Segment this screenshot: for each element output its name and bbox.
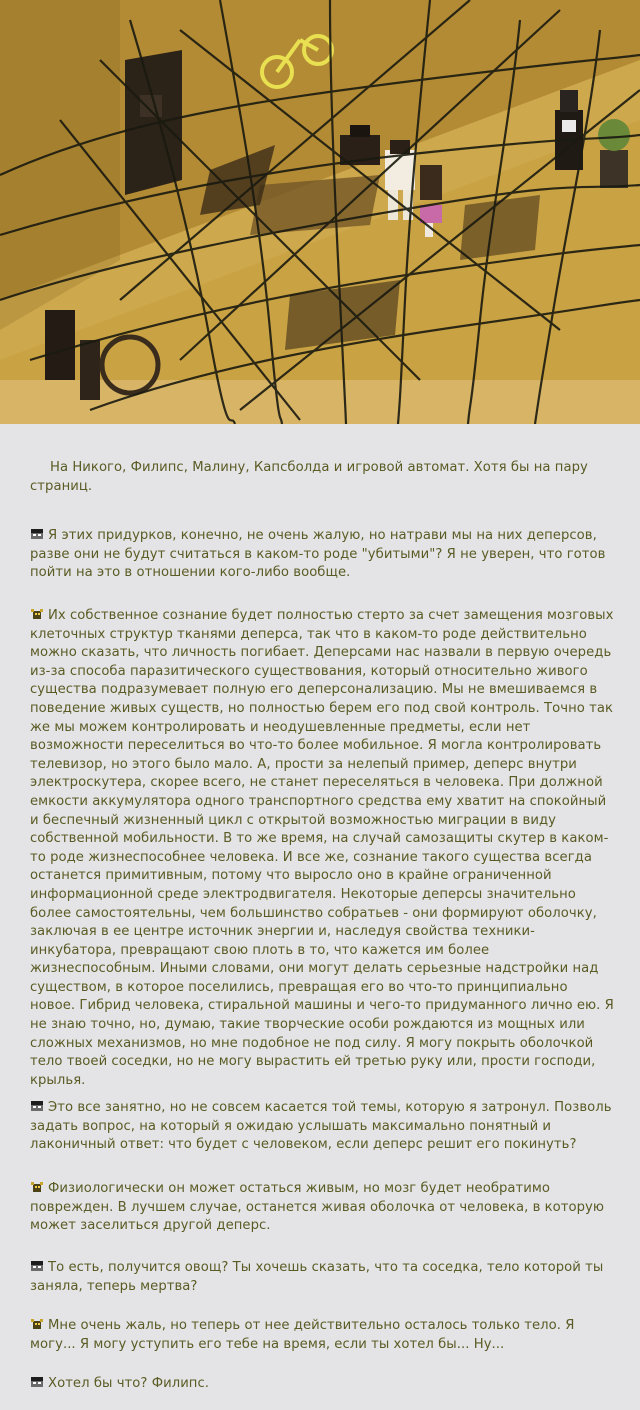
- dialogue-text: Их собственное сознание будет полностью стерто за счет замещения мозговых клеточных структур тканями деперса, так что в каком-то роде действительно можно сказать, что личность погибает. Деперсами нас назвали в первую очередь из-за способа паразитического существования, который относительно живого существа подразумевает полную его деперсонализацию. Мы не вмешиваемся в поведение живых существ, но полностью берем его под свой контроль. Точно так же мы можем контролировать и неодушевленные предметы, если нет возможности переселиться во что-то более мобильное. Я могла контролировать телевизор, но этого было мало. А, прости за нелепый пример, деперс внутри электроскутера, скорее всего, не станет переселяться в человека. При должной емкости аккумулятора одного транспортного средства ему хватит на спокойный и беспечный жизненный цикл с открытой возможностью миграции в виду собственной мобильности. В то же время, на случай самозащиты скутер в каком-то роде жизнеспособнее человека. И все же, сознание такого существа всегда останется примитивным, потому что выросло оно в крайне ограниченной информационной среде электродвигателя. Некоторые деперсы значительно более самостоятельны, чем большинство собратьев - они формируют оболочку, заключая в ее центре источник энергии и, наследуя свойства техники-инкубатора, превращают свою плоть в то, что кажется им более жизнеспособным. Иными словами, они могут делать серьезные надстройки над существом, в которое поселились, превращая его во что-то принципиально новое. Гибрид человека, стиральной машины и чего-то придуманного лично ею. Я не знаю точно, но, думаю, такие творческие особи рождаются из мощных или сложных механизмов, но мне подобное не под силу. Я могу покрыть оболочкой тело твоей соседки, но не могу вырастить ей третью руку или, прости господи, крылья.: [30, 608, 614, 1088]
- dialogue-line: [30, 1259, 615, 1296]
- story-text-panel: [0, 424, 640, 1410]
- philips-head-icon: [30, 528, 44, 540]
- philips-head-icon: [30, 1376, 44, 1388]
- dialogue-line: [30, 1317, 615, 1354]
- depers-bug-icon: [30, 1318, 44, 1330]
- potted-plant: [598, 119, 630, 188]
- dialogue-line: [30, 1099, 615, 1155]
- dialogue-line: [30, 1180, 615, 1236]
- dialogue-text: Хотел бы что? Филипс.: [48, 1376, 210, 1391]
- dialogue-line: [30, 1375, 615, 1394]
- intro-paragraph: На Никого, Филипс, Малину, Капсболда и игровой автомат. Хотя бы на пару страниц.: [30, 460, 588, 494]
- depers-bug-icon: [30, 608, 44, 620]
- game-scene-illustration: [0, 0, 640, 424]
- dialogue-line: [30, 527, 615, 583]
- dialogue-text: Я этих придурков, конечно, не очень жалую, но натрави мы на них деперсов, разве они не будут считаться в каком-то роде "убитыми"? Я не уверен, что готов пойти на это в отношении кого-либо вообще.: [30, 528, 606, 581]
- dialogue-text: То есть, получится овощ? Ты хочешь сказать, что та соседка, тело которой ты заняла, теперь мертва?: [30, 1260, 604, 1294]
- dialogue-line: [30, 607, 615, 1090]
- dialogue-text: Мне очень жаль, но теперь от нее действительно осталось только тело. Я могу... Я могу уступить его тебе на время, если ты хотел бы... Ну...: [30, 1318, 575, 1352]
- dialogue-text: Физиологически он может остаться живым, но мозг будет необратимо поврежден. В лучшем случае, останется живая оболочка от человека, в которую может заселиться другой деперс.: [30, 1181, 605, 1234]
- dialogue-text: Это все занятно, но не совсем касается той темы, которую я затронул. Позволь задать вопрос, на который я ожидаю услышать максимально понятный и лаконичный ответ: что будет с человеком, если деперс решит его покинуть?: [30, 1100, 612, 1153]
- depers-bug-icon: [30, 1181, 44, 1193]
- philips-head-icon: [30, 1260, 44, 1272]
- philips-head-icon: [30, 1100, 44, 1112]
